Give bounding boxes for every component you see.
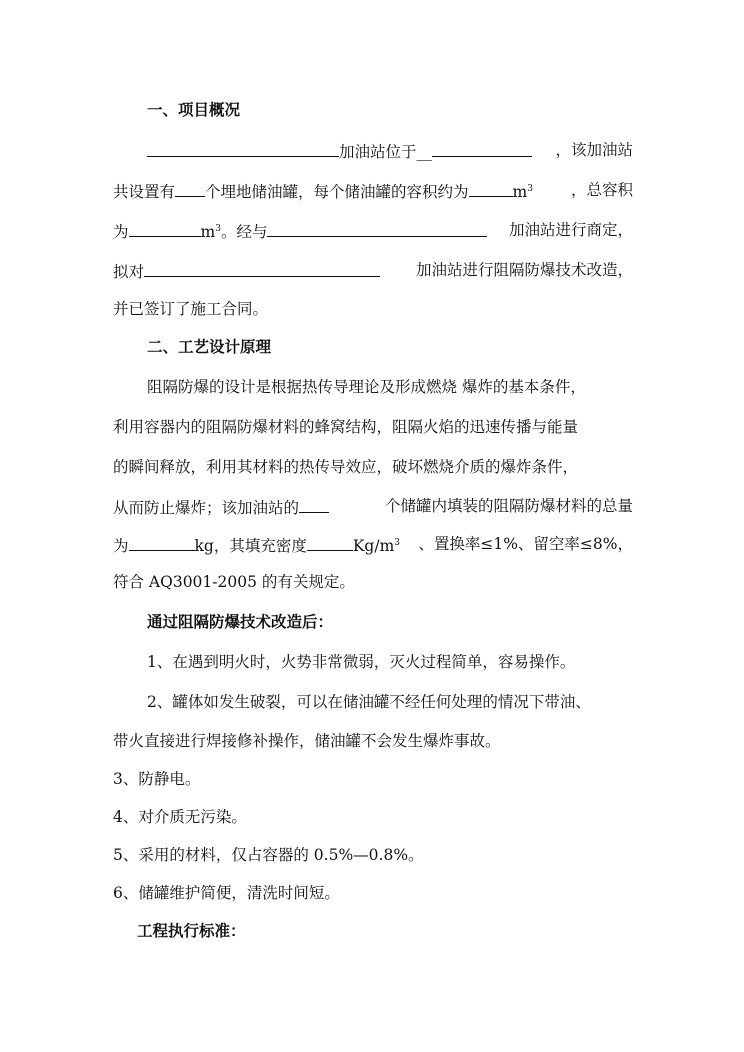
paragraph-line — [113, 260, 633, 282]
text: kg，其填充密度 — [194, 537, 307, 555]
blank-station-name — [147, 140, 339, 157]
text: 加油站进行阻隔防爆技术改造， — [415, 261, 633, 279]
paragraph-line — [113, 220, 633, 242]
paragraph-line — [113, 496, 633, 518]
text: 为 — [113, 537, 129, 555]
paragraph-line: 阻隔防爆的设计是根据热传导理论及形成燃烧 爆炸的基本条件， — [147, 378, 586, 396]
text: 、置换率≤1%、留空率≤8%， — [418, 535, 633, 553]
blank-total-volume — [129, 220, 201, 237]
paragraph-line: 的瞬间释放，利用其材料的热传导效应，破坏燃烧介质的爆炸条件， — [113, 458, 579, 476]
blank-tank-volume — [469, 180, 513, 197]
blank-tank-count — [299, 496, 329, 513]
list-item: 1、在遇到明火时，火势非常微弱，灭火过程简单，容易操作。 — [147, 653, 576, 671]
text: ，总容积 — [570, 181, 633, 199]
blank-tank-count — [175, 180, 205, 197]
blank-target-station — [144, 260, 380, 277]
text: 共设置有 — [113, 183, 176, 201]
paragraph-line: 利用容器内的阻隔防爆材料的蜂窝结构，阻隔火焰的迅速传播与能量 — [113, 418, 579, 436]
list-item: 4、对介质无污染。 — [113, 808, 247, 826]
unit: m — [512, 183, 528, 201]
text: 。经与 — [220, 223, 268, 241]
benefits-title: 通过阻隔防爆技术改造后： — [147, 613, 334, 631]
blank-party — [267, 220, 487, 237]
unit-sup: 3 — [527, 183, 533, 194]
unit: m — [200, 223, 216, 241]
text: 加油站进行商定， — [508, 221, 633, 239]
section-1-title: 一、项目概况 — [147, 101, 241, 119]
paragraph-line: 符合 AQ3001-2005 的有关规定。 — [113, 573, 355, 591]
text: ，该加油站 — [555, 141, 633, 159]
unit: Kg/m — [352, 537, 395, 555]
text: 为 — [113, 223, 129, 241]
list-item: 5、采用的材料，仅占容器的 0.5%—0.8%。 — [113, 846, 424, 864]
text: 拟对 — [113, 263, 145, 281]
blank-total-weight — [129, 534, 195, 551]
paragraph-line: 并已签订了施工合同。 — [113, 300, 269, 318]
paragraph-line — [113, 180, 633, 202]
paragraph-line: 加油站位于__ ，该加油站 — [147, 140, 633, 162]
text: 个储罐内填装的阻隔防爆材料的总量 — [384, 497, 633, 515]
unit-sup: 3 — [394, 537, 400, 548]
list-item: 3、防静电。 — [113, 770, 201, 788]
section-2-title: 二、工艺设计原理 — [147, 338, 272, 356]
list-item: 带火直接进行焊接修补操作，储油罐不会发生爆炸事故。 — [113, 732, 501, 750]
text: 从而防止爆炸；该加油站的 — [113, 499, 300, 517]
text: 加油站位于 — [339, 143, 417, 161]
blank-location — [432, 140, 532, 157]
text: 个埋地储油罐，每个储油罐的容积约为 — [205, 183, 469, 201]
list-item: 6、储罐维护简便，清洗时间短。 — [113, 884, 340, 902]
unit-sup: 3 — [215, 223, 221, 234]
list-item: 2、罐体如发生破裂，可以在储油罐不经任何处理的情况下带油、 — [147, 693, 591, 711]
standards-title: 工程执行标准： — [137, 922, 246, 940]
blank-density — [307, 534, 353, 551]
paragraph-line — [113, 534, 633, 556]
